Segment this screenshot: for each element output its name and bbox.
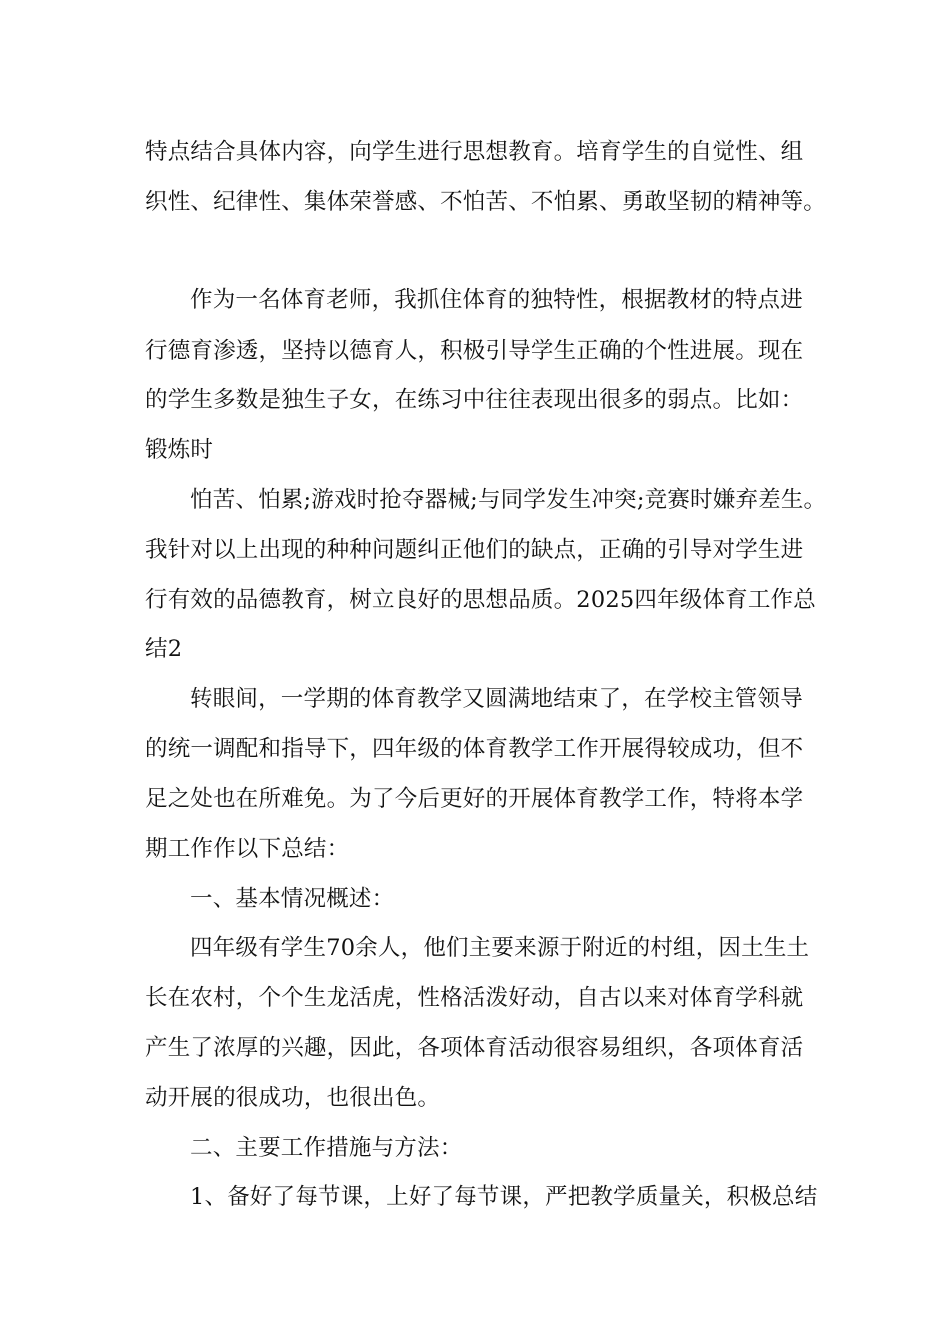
text-line: 行德育渗透，坚持以德育人，积极引导学生正确的个性进展。现在 <box>145 338 804 364</box>
text-line: 行有效的品德教育，树立良好的思想品质。2025四年级体育工作总 <box>145 587 816 613</box>
text-line: 我针对以上出现的种种问题纠正他们的缺点，正确的引导对学生进 <box>145 537 804 563</box>
text-line: 转眼间，一学期的体育教学又圆满地结束了，在学校主管领导 <box>190 686 803 712</box>
text-line: 四年级有学生70余人，他们主要来源于附近的村组，因土生土 <box>190 935 810 961</box>
text-line: 1、备好了每节课，上好了每节课，严把教学质量关，积极总结 <box>190 1184 818 1210</box>
text-line: 产生了浓厚的兴趣，因此，各项体育活动很容易组织，各项体育活 <box>145 1035 804 1061</box>
text-line: 期工作作以下总结： <box>145 836 350 862</box>
text-line: 织性、纪律性、集体荣誉感、不怕苦、不怕累、勇敢坚韧的精神等。 <box>145 189 827 215</box>
text-line: 特点结合具体内容，向学生进行思想教育。培育学生的自觉性、组 <box>145 139 804 165</box>
text-line: 动开展的很成功，也很出色。 <box>145 1085 441 1111</box>
text-line: 怕苦、怕累;游戏时抢夺器械;与同学发生冲突;竞赛时嫌弃差生。 <box>190 487 827 513</box>
text-line: 作为一名体育老师，我抓住体育的独特性，根据教材的特点进 <box>190 287 803 313</box>
section-heading: 二、主要工作措施与方法： <box>190 1135 463 1161</box>
section-heading: 一、基本情况概述： <box>190 886 395 912</box>
text-line: 锻炼时 <box>145 437 214 463</box>
text-line: 的学生多数是独生子女，在练习中往往表现出很多的弱点。比如： <box>145 387 804 413</box>
text-line: 长在农村，个个生龙活虎，性格活泼好动，自古以来对体育学科就 <box>145 985 804 1011</box>
text-line: 结2 <box>145 636 183 662</box>
text-line: 的统一调配和指导下，四年级的体育教学工作开展得较成功，但不 <box>145 736 804 762</box>
text-line: 足之处也在所难免。为了今后更好的开展体育教学工作，特将本学 <box>145 786 804 812</box>
